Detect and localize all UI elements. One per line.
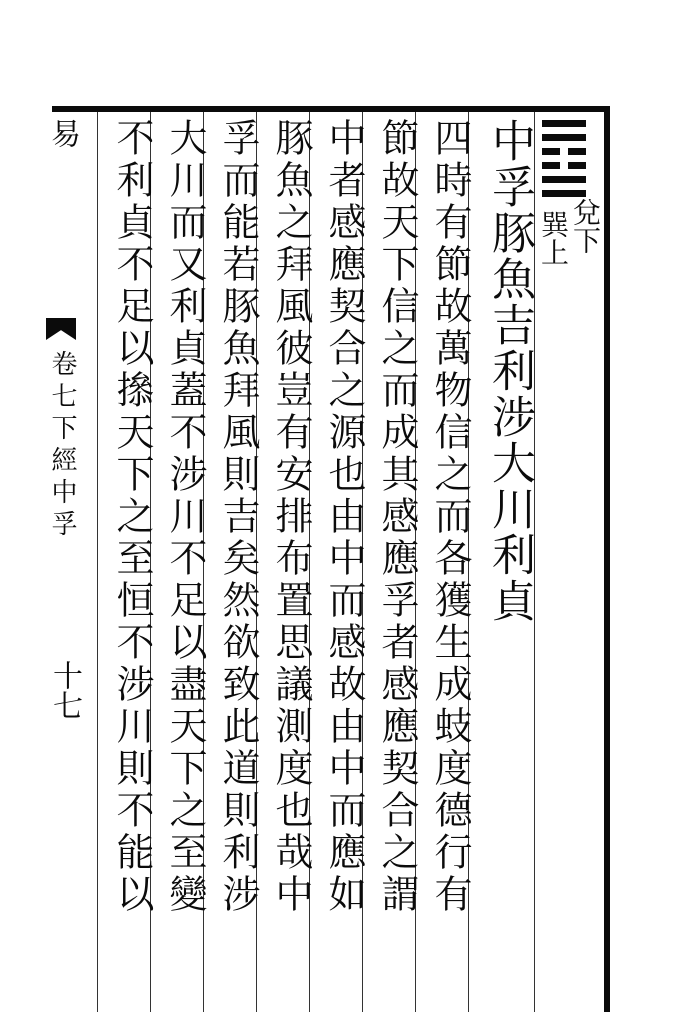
hexagram-solid-line (542, 134, 586, 141)
hexagram-solid-line (542, 176, 586, 183)
hexagram-broken-line (542, 148, 560, 155)
hexagram-broken-line (568, 148, 586, 155)
hexagram-zhongfu-icon (540, 118, 590, 188)
frame-top-border (52, 106, 610, 112)
text-column-hexagram-statement: 中孚豚魚吉利涉大川利貞 (484, 118, 535, 624)
fishtail-mark-icon (46, 318, 76, 340)
text-column-commentary: 豚魚之拜風彼豈有安排布置思議測度也哉中 (269, 118, 313, 916)
frame-right-border (604, 106, 610, 1012)
hexagram-solid-line (542, 120, 586, 127)
text-column-commentary: 不利貞不足以撡天下之至恒不涉川則不能以 (110, 118, 154, 916)
margin-page-number: 十七 (47, 660, 82, 720)
hexagram-broken-line (542, 162, 560, 169)
text-column-commentary: 四時有節故萬物信之而各獲生成蚑度德行有 (428, 118, 472, 916)
text-column-commentary: 中者感應契合之源也由中而感故由中而應如 (322, 118, 366, 916)
margin-book-title: 易 (45, 118, 80, 148)
margin-section-label: 卷七下經中孚 (47, 350, 77, 542)
upper-trigram-annotation: 巽上 (537, 210, 570, 266)
text-column-commentary: 大川而又利貞蓋不涉川不足以盡天下之至變 (163, 118, 207, 916)
lower-trigram-annotation: 兌下 (569, 198, 602, 254)
hexagram-broken-line (568, 162, 586, 169)
column-rule (97, 112, 98, 1012)
hexagram-solid-line (542, 190, 586, 197)
text-column-commentary: 孚而能若豚魚拜風則吉矣然欲致此道則利涉 (216, 118, 260, 916)
text-column-commentary: 節故天下信之而成其感應孚者感應契合之謂 (375, 118, 419, 916)
